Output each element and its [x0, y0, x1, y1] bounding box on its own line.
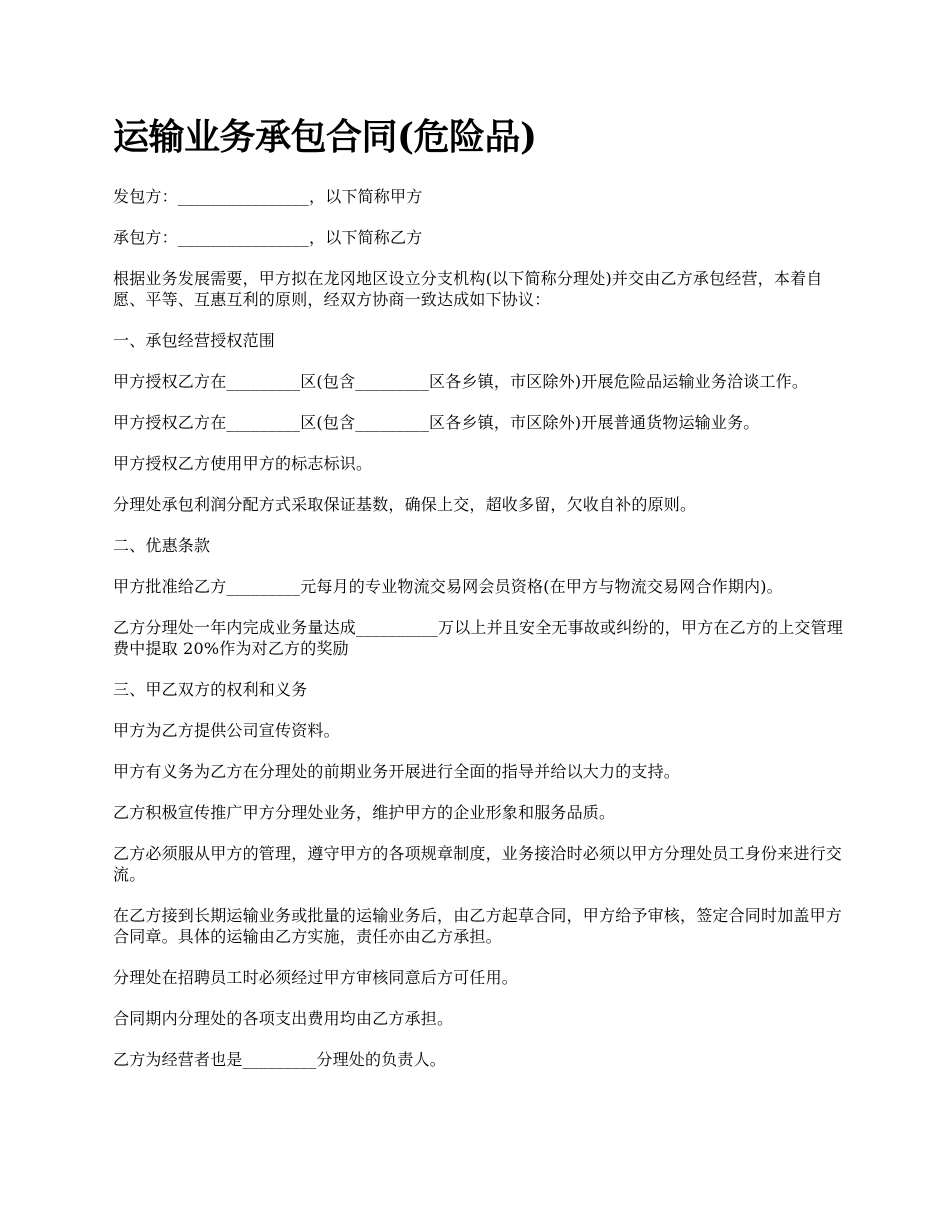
- clause-paragraph: 分理处在招聘员工时必须经过甲方审核同意后方可任用。: [113, 968, 519, 987]
- clause-paragraph: 在乙方接到长期运输业务或批量的运输业务后，由乙方起草合同，甲方给予审核，签定合同时加盖甲方合同章。具体的运输由乙方实施，责任亦由乙方承担。: [113, 906, 843, 946]
- clause-paragraph: 分理处承包利润分配方式采取保证基数，确保上交，超收多留，欠收自补的原则。: [113, 495, 697, 514]
- clause-paragraph: 乙方为经营者也是_________分理处的负责人。: [113, 1050, 447, 1069]
- section-heading-2: 二、优惠条款: [113, 536, 211, 555]
- clause-paragraph: 甲方授权乙方使用甲方的标志标识。: [113, 454, 373, 473]
- clause-paragraph: 甲方授权乙方在_________区(包含_________区各乡镇，市区除外)开展普通货物运输业务。: [113, 413, 760, 432]
- document-page: [113, 112, 843, 1090]
- clause-paragraph: 乙方分理处一年内完成业务量达成__________万以上并且安全无事故或纠纷的，甲方在乙方的上交管理费中提取 20%作为对乙方的奖励: [113, 618, 844, 658]
- clause-paragraph: 甲方授权乙方在_________区(包含_________区各乡镇，市区除外)开展危险品运输业务洽谈工作。: [113, 372, 809, 391]
- party-b-line: 承包方：________________，以下简称乙方: [113, 228, 423, 247]
- clause-paragraph: 乙方必须服从甲方的管理，遵守甲方的各项规章制度，业务接洽时必须以甲方分理处员工身份来进行交流。: [113, 844, 843, 884]
- clause-paragraph: 甲方为乙方提供公司宣传资料。: [113, 721, 340, 740]
- section-heading-3: 三、甲乙双方的权利和义务: [113, 680, 308, 699]
- section-heading-1: 一、承包经营授权范围: [113, 331, 276, 350]
- preamble-paragraph: 根据业务发展需要，甲方拟在龙冈地区设立分支机构(以下简称分理处)并交由乙方承包经营，本着自愿、平等、互惠互利的原则，经双方协商一致达成如下协议：: [113, 269, 823, 309]
- clause-paragraph: 合同期内分理处的各项支出费用均由乙方承担。: [113, 1009, 454, 1028]
- clause-paragraph: 甲方批准给乙方_________元每月的专业物流交易网会员资格(在甲方与物流交易网合作期内)。: [113, 577, 783, 596]
- clause-paragraph: 甲方有义务为乙方在分理处的前期业务开展进行全面的指导并给以大力的支持。: [113, 762, 681, 781]
- clause-paragraph: 乙方积极宣传推广甲方分理处业务，维护甲方的企业形象和服务品质。: [113, 803, 616, 822]
- party-a-line: 发包方：________________，以下简称甲方: [113, 187, 423, 206]
- document-title: 运输业务承包合同(危险品): [113, 116, 537, 158]
